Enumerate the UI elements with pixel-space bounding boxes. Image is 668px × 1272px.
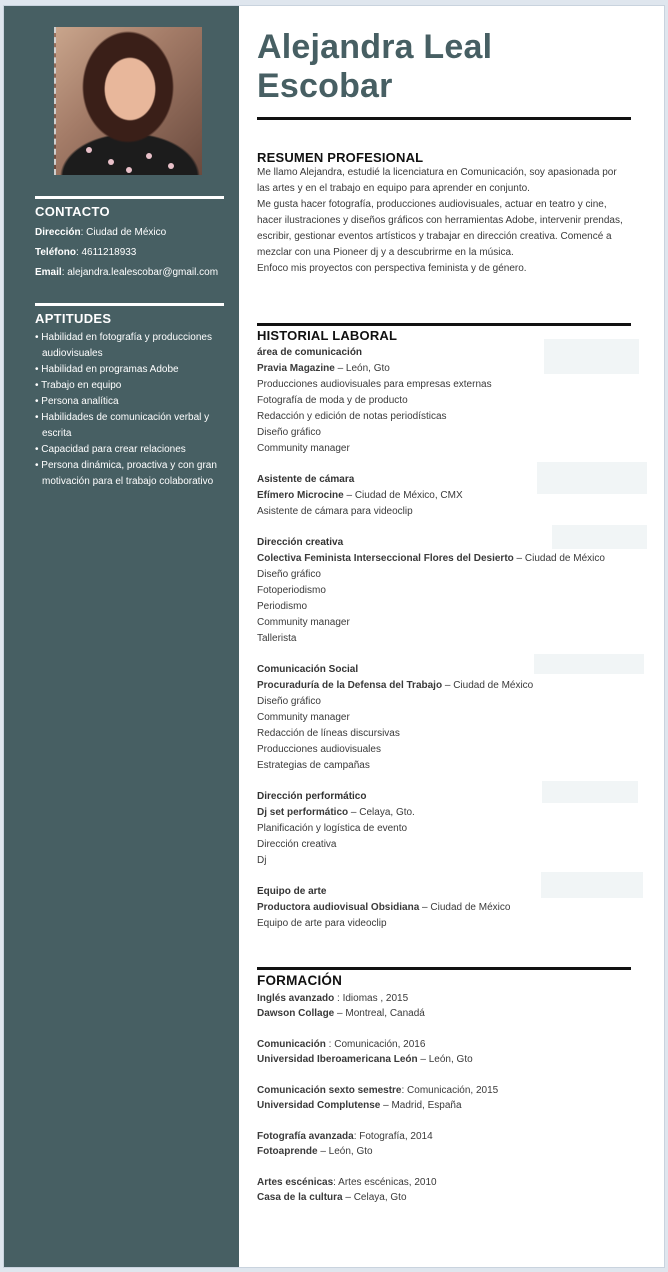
education-degree: Artes escénicas: Artes escénicas, 2010 — [257, 1177, 437, 1188]
skill-item: • Capacidad para crear relaciones — [35, 442, 224, 458]
skills-heading: APTITUDES — [35, 311, 112, 326]
contact-phone: Teléfono: 4611218933 — [35, 247, 137, 258]
education-school: Casa de la cultura – Celaya, Gto — [257, 1192, 407, 1203]
job-entry — [257, 789, 657, 869]
job-task: Diseño gráfico — [257, 696, 321, 707]
education-degree: Comunicación sexto semestre: Comunicación, 2015 — [257, 1085, 499, 1096]
job-task: Community manager — [257, 712, 350, 723]
work-section — [257, 328, 657, 947]
job-task: Estrategias de campañas — [257, 760, 370, 771]
job-task: Asistente de cámara para videoclip — [257, 506, 413, 517]
job-task: Community manager — [257, 617, 350, 628]
job-entry — [257, 472, 657, 520]
job-company: Colectiva Feminista Interseccional Flores del Desierto – Ciudad de México — [257, 553, 605, 564]
person-name: Alejandra Leal Escobar — [257, 28, 493, 105]
skills-list — [35, 330, 224, 490]
skill-item: • Habilidad en fotografía y producciones audiovisuales — [35, 330, 224, 362]
job-task: Equipo de arte para videoclip — [257, 918, 387, 929]
contact-heading: CONTACTO — [35, 204, 110, 219]
job-task: Producciones audiovisuales para empresas externas — [257, 379, 492, 390]
education-degree: Inglés avanzado : Idiomas , 2015 — [257, 993, 409, 1004]
job-date-placeholder — [541, 872, 643, 898]
education-entry — [257, 991, 631, 1021]
contact-address: Dirección: Ciudad de México — [35, 227, 167, 238]
contact-divider — [35, 196, 224, 199]
skill-item: • Trabajo en equipo — [35, 378, 224, 394]
education-heading: FORMACIÓN — [257, 973, 343, 988]
education-section — [257, 973, 631, 1221]
contact-section — [35, 196, 224, 283]
job-task: Community manager — [257, 443, 350, 454]
job-title: área de comunicación — [257, 347, 363, 358]
education-entry — [257, 1175, 631, 1205]
skills-divider — [35, 303, 224, 306]
job-task: Diseño gráfico — [257, 569, 321, 580]
work-heading: HISTORIAL LABORAL — [257, 328, 398, 343]
job-entry — [257, 884, 657, 932]
skill-item: • Persona dinámica, proactiva y con gran motivación para el trabajo colaborativo — [35, 458, 224, 490]
job-task: Dirección creativa — [257, 839, 337, 850]
education-entry — [257, 1037, 631, 1067]
job-date-placeholder — [542, 781, 638, 803]
job-entry — [257, 662, 657, 774]
resume-page — [3, 5, 665, 1268]
job-title: Equipo de arte — [257, 886, 327, 897]
job-task: Fotoperiodismo — [257, 585, 326, 596]
education-degree: Fotografía avanzada: Fotografía, 2014 — [257, 1131, 433, 1142]
contact-email: Email: alejandra.lealescobar@gmail.com — [35, 267, 219, 278]
job-date-placeholder — [544, 339, 639, 374]
education-school: Universidad Complutense – Madrid, España — [257, 1100, 462, 1111]
job-title: Dirección creativa — [257, 537, 344, 548]
education-school: Universidad Iberoamericana León – León, Gto — [257, 1054, 473, 1065]
education-school: Dawson Collage – Montreal, Canadá — [257, 1008, 425, 1019]
skill-item: • Habilidades de comunicación verbal y escrita — [35, 410, 224, 442]
education-school: Fotoaprende – León, Gto — [257, 1146, 373, 1157]
summary-paragraph: Me gusta hacer fotografía, producciones audiovisuales, actuar en teatro y cine, hacer ilustraciones y diseños gráficos con herramientas Adobe, intervenir prendas, escribir, gestionar eventos artísticos y trabajar en dirección creativa. Comencé a mezclar con una Pioneer dj y a descubrirme en la música. — [257, 199, 623, 258]
job-company: Procuraduría de la Defensa del Trabajo – Ciudad de México — [257, 680, 534, 691]
job-company: Dj set performático – Celaya, Gto. — [257, 807, 415, 818]
job-task: Periodismo — [257, 601, 308, 612]
job-task: Diseño gráfico — [257, 427, 321, 438]
sidebar — [4, 6, 239, 1267]
skill-item: • Persona analítica — [35, 394, 224, 410]
skills-section — [35, 303, 224, 490]
job-title: Comunicación Social — [257, 664, 359, 675]
job-task: Tallerista — [257, 633, 297, 644]
education-degree: Comunicación : Comunicación, 2016 — [257, 1039, 426, 1050]
job-entry — [257, 535, 657, 647]
summary-paragraph: Enfoco mis proyectos con perspectiva feminista y de género. — [257, 263, 527, 274]
job-date-placeholder — [534, 654, 644, 674]
job-company: Productora audiovisual Obsidiana – Ciudad de México — [257, 902, 511, 913]
job-company: Pravia Magazine – León, Gto — [257, 363, 390, 374]
job-task: Planificación y logística de evento — [257, 823, 408, 834]
job-company: Efímero Microcine – Ciudad de México, CMX — [257, 490, 463, 501]
job-date-placeholder — [552, 525, 647, 549]
work-divider — [257, 323, 631, 326]
job-task: Redacción de líneas discursivas — [257, 728, 400, 739]
job-task: Dj — [257, 855, 267, 866]
skill-item: • Habilidad en programas Adobe — [35, 362, 224, 378]
education-divider — [257, 967, 631, 970]
education-entry — [257, 1083, 631, 1113]
summary-heading: RESUMEN PROFESIONAL — [257, 150, 424, 165]
education-entry — [257, 1129, 631, 1159]
job-date-placeholder — [537, 462, 647, 494]
job-task: Producciones audiovisuales — [257, 744, 381, 755]
job-task: Fotografía de moda y de producto — [257, 395, 408, 406]
job-title: Asistente de cámara — [257, 474, 355, 485]
job-task: Redacción y edición de notas periodísticas — [257, 411, 447, 422]
profile-photo — [54, 27, 202, 175]
summary-section — [257, 150, 631, 277]
job-entry — [257, 345, 657, 457]
job-title: Dirección performático — [257, 791, 367, 802]
summary-paragraph: Me llamo Alejandra, estudié la licenciatura en Comunicación, soy apasionada por las artes y en el trabajo en equipo para aprender en conjunto. — [257, 167, 617, 194]
name-divider — [257, 117, 631, 120]
